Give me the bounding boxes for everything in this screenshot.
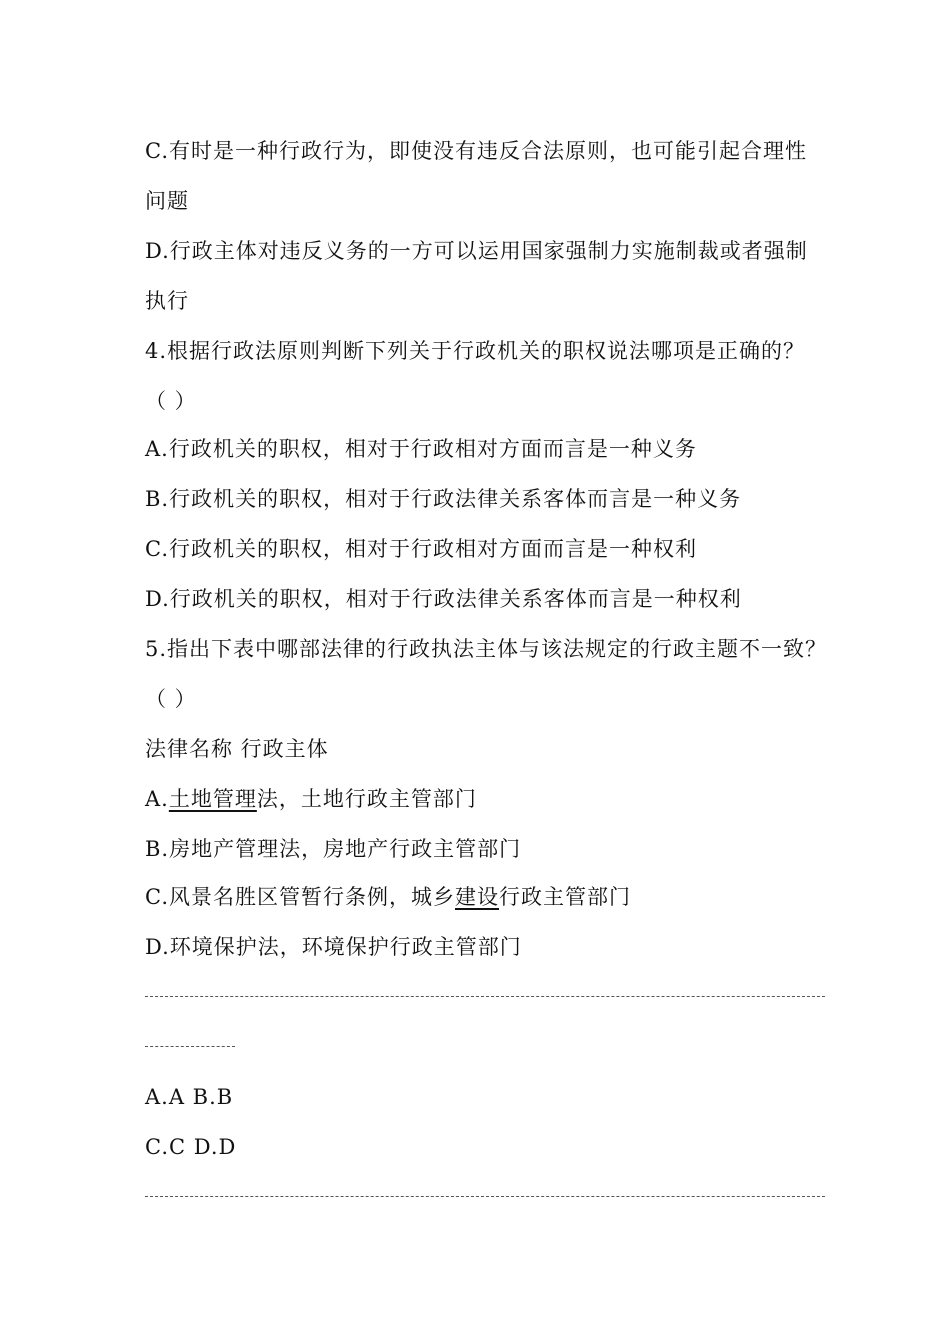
table-divider-top [145,996,825,997]
q5-row-a-prefix: A. [145,787,169,811]
q3-option-c-line2: 问题 [145,189,189,213]
q4-option-c: C.行政机关的职权，相对于行政相对方面而言是一种权利 [145,537,697,561]
q5-row-c-prefix: C.风景名胜区管暂行条例，城乡 [145,885,455,909]
q4-stem: 4.根据行政法原则判断下列关于行政机关的职权说法哪项是正确的？ [145,339,806,363]
q5-row-b: B.房地产管理法，房地产行政主管部门 [145,837,522,861]
q5-options-ab: A.A B.B [145,1085,234,1109]
q5-stem: 5.指出下表中哪部法律的行政执法主体与该法规定的行政主题不一致？ [145,637,828,661]
q5-row-a-suffix: 法，土地行政主管部门 [256,787,477,811]
q4-answer-blank: （ ） [145,389,197,413]
q5-table-header: 法律名称 行政主体 [145,737,329,761]
q5-row-a-link[interactable]: 土地管理 [168,787,257,811]
q4-option-d: D.行政机关的职权，相对于行政法律关系客体而言是一种权利 [145,587,742,611]
q5-row-d: D.环境保护法，环境保护行政主管部门 [145,935,522,959]
q5-answer-blank: （ ） [145,687,197,711]
q3-option-d-line1: D.行政主体对违反义务的一方可以运用国家强制力实施制裁或者强制 [145,239,808,263]
q3-option-c-line1: C.有时是一种行政行为，即使没有违反合法原则，也可能引起合理性 [145,139,807,163]
table-divider-bottom [145,1196,825,1197]
q4-option-a: A.行政机关的职权，相对于行政相对方面而言是一种义务 [145,437,697,461]
q5-options-cd: C.C D.D [145,1135,237,1159]
q3-option-d-line2: 执行 [145,289,189,313]
q5-row-a [145,784,845,814]
q4-option-b: B.行政机关的职权，相对于行政法律关系客体而言是一种义务 [145,487,742,511]
table-divider-top-continued [145,1046,235,1047]
q5-row-c [145,882,845,912]
q5-row-c-link[interactable]: 建设 [455,885,499,909]
q5-row-c-suffix: 行政主管部门 [499,885,631,909]
